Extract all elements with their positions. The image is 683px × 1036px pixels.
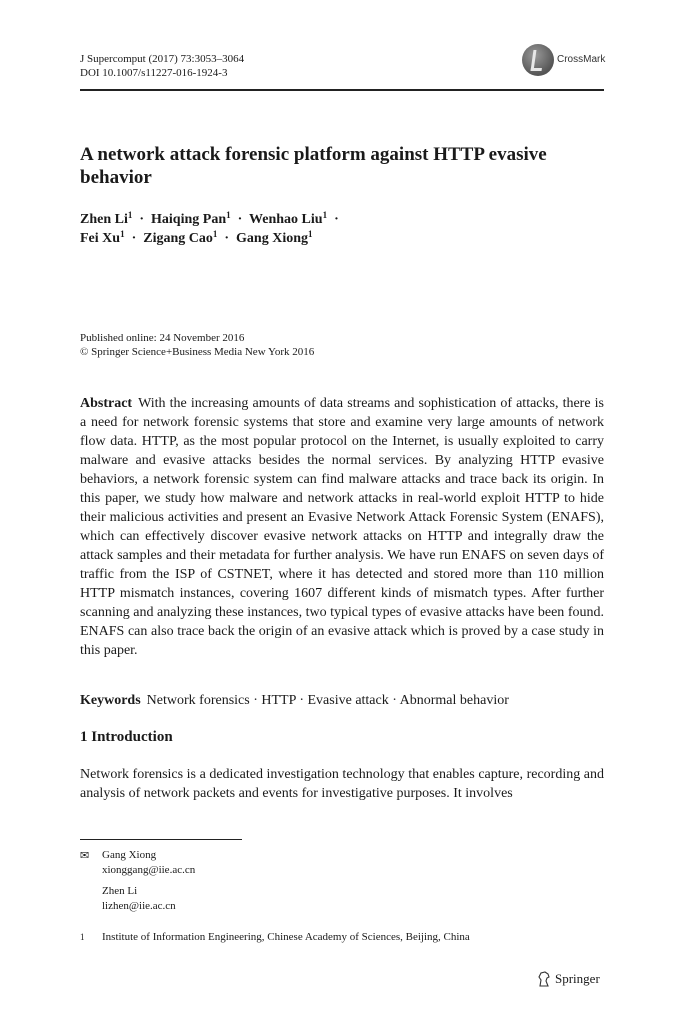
abstract-label: Abstract <box>80 396 133 411</box>
publication-info <box>80 331 314 359</box>
author-name: Zigang Cao <box>143 231 213 246</box>
springer-horse-icon <box>537 971 551 987</box>
publisher-logo <box>537 971 600 987</box>
author-name: Fei Xu <box>80 231 121 246</box>
author-name: Gang Xiong <box>236 231 308 246</box>
abstract-text: With the increasing amounts of data streams and sophistication of attacks, there is a need for network forensic systems that store and examine very large amounts of network flow data. HTTP, as the most popular protocol on the Internet, is usually exploited to carry malware and evasive attacks besides the normal services. By analyzing HTTP evasive behaviors, a network forensic system can find malware attacks and trace back its origin. In this paper, we study how malware and network attacks in real-world exploit HTTP to hide their malicious activities and present an Evasive Network Attack Forensic System (ENAFS), which can effectively discover evasive network attacks on HTTP and integrally draw the attack samples and their metadata for further analysis. We have run ENAFS on seven days of traffic from the ISP of CSTNET, where it has detected and stored more than 110 million HTTP mismatch instances, covering 1607 different kinds of mismatch types. After further scanning and analyzing these instances, two typical types of evasive attacks have been found. ENAFS can also trace back the origin of an evasive attack which is proved by a case study in this paper. <box>80 396 604 658</box>
footnote-rule <box>80 839 242 840</box>
corresponding-author-name: Gang Xiong <box>102 849 157 861</box>
keywords <box>80 691 604 710</box>
copyright-line: © Springer Science+Business Media New York 2016 <box>80 346 315 358</box>
intro-paragraph: Network forensics is a dedicated investigation technology that enables capture, recording and analysis of network packets and events for investigative purposes. It involves <box>80 767 604 801</box>
section-heading: 1 Introduction <box>80 729 173 745</box>
author-name: Wenhao Liu <box>249 212 323 227</box>
abstract <box>80 394 604 660</box>
author-affil-mark: 1 <box>322 210 328 220</box>
keywords-label: Keywords <box>80 693 141 708</box>
author-affil-mark: 1 <box>308 229 313 239</box>
envelope-icon: ✉ <box>80 849 90 862</box>
second-author-name: Zhen Li <box>102 885 138 897</box>
author-affil-mark: 1 <box>226 210 231 220</box>
author-name: Zhen Li <box>80 212 128 227</box>
header-rule <box>80 89 604 91</box>
author-affil-mark: 1 <box>212 229 218 239</box>
journal-line: J Supercomput (2017) 73:3053–3064 <box>80 53 245 65</box>
published-date: Published online: 24 November 2016 <box>80 332 245 344</box>
crossmark-icon <box>522 44 554 76</box>
second-author-email[interactable]: lizhen@iie.ac.cn <box>102 900 176 912</box>
keywords-text: Network forensics · HTTP · Evasive attack · Abnormal behavior <box>146 693 509 708</box>
corresponding-author-email[interactable]: xionggang@iie.ac.cn <box>102 864 196 876</box>
crossmark-badge[interactable] <box>522 44 612 80</box>
affil-text: Institute of Information Engineering, Chinese Academy of Sciences, Beijing, China <box>102 931 470 943</box>
affiliation-footnote <box>80 930 470 944</box>
crossmark-label: CrossMark <box>557 54 606 65</box>
paper-title: A network attack forensic platform against HTTP evasive behavior <box>80 144 547 188</box>
affil-number: 1 <box>80 932 85 942</box>
doi-line[interactable]: DOI 10.1007/s11227-016-1924-3 <box>80 67 228 79</box>
contact-block <box>80 848 195 914</box>
author-name: Haiqing Pan <box>151 212 227 227</box>
author-affil-mark: 1 <box>127 210 133 220</box>
author-list: Zhen Li$^1$ · Haiqing Pan$^1$ · Wenhao Liu$^1$ · Fei Xu$^1$ · Zigang Cao$^1$ · Gang Xiong$^1$ <box>80 210 339 246</box>
publisher-name: Springer <box>555 971 600 986</box>
author-affil-mark: 1 <box>120 229 125 239</box>
journal-citation <box>80 52 244 80</box>
